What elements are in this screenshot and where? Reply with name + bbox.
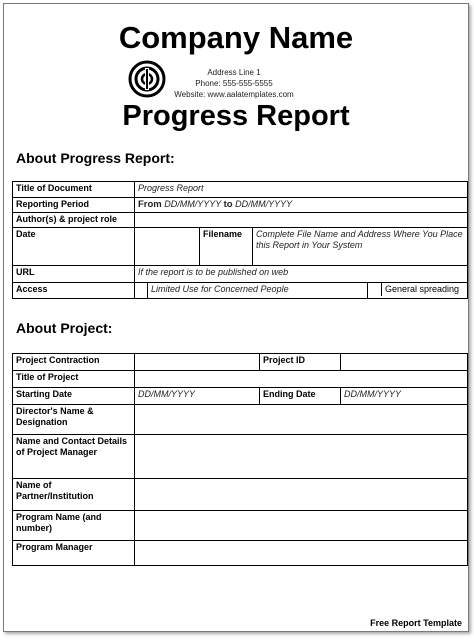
starting-date-label: Starting Date bbox=[13, 388, 135, 405]
director-label: Director's Name & Designation bbox=[13, 405, 135, 435]
access-limited-option: Limited Use for Concerned People bbox=[148, 283, 368, 299]
website-line: Website: www.aalatemplates.com bbox=[174, 90, 294, 99]
manager-contact-field[interactable] bbox=[135, 435, 468, 479]
project-contraction-field[interactable] bbox=[135, 354, 260, 371]
title-of-document-field[interactable]: Progress Report bbox=[135, 182, 468, 198]
ending-date-label: Ending Date bbox=[260, 388, 341, 405]
checkbox-icon[interactable] bbox=[368, 283, 382, 296]
project-id-field[interactable] bbox=[341, 354, 468, 371]
table-row bbox=[13, 511, 468, 541]
partner-label: Name of Partner/Institution bbox=[13, 479, 135, 511]
project-id-label: Project ID bbox=[260, 354, 341, 371]
table-row bbox=[13, 266, 468, 283]
about-project-heading: About Project: bbox=[16, 320, 113, 336]
access-general-option: General spreading bbox=[385, 284, 460, 294]
reporting-period-field[interactable]: From DD/MM/YYYY to DD/MM/YYYY bbox=[135, 198, 468, 213]
starting-date-field[interactable]: DD/MM/YYYY bbox=[135, 388, 260, 405]
title-of-project-label: Title of Project bbox=[13, 371, 135, 388]
ending-date-field[interactable]: DD/MM/YYYY bbox=[341, 388, 468, 405]
project-contraction-label: Project Contraction bbox=[13, 354, 135, 371]
table-row bbox=[13, 435, 468, 479]
reporting-period-label: Reporting Period bbox=[13, 198, 135, 213]
date-field[interactable] bbox=[135, 228, 200, 266]
about-report-heading: About Progress Report: bbox=[16, 150, 175, 166]
table-row bbox=[13, 213, 468, 228]
table-row bbox=[13, 541, 468, 566]
table-row bbox=[13, 182, 468, 198]
access-general-cell bbox=[368, 283, 468, 299]
table-row bbox=[13, 479, 468, 511]
filename-label: Filename bbox=[200, 228, 253, 266]
filename-field[interactable]: Complete File Name and Address Where You Place this Report in Your System bbox=[253, 228, 468, 266]
phone-line: Phone: 555-555-5555 bbox=[195, 79, 273, 88]
program-name-field[interactable] bbox=[135, 511, 468, 541]
access-label: Access bbox=[13, 283, 135, 299]
director-field[interactable] bbox=[135, 405, 468, 435]
manager-contact-label: Name and Contact Details of Project Manager bbox=[13, 435, 135, 479]
authors-field[interactable] bbox=[135, 213, 468, 228]
program-manager-field[interactable] bbox=[135, 541, 468, 566]
title-of-project-field[interactable] bbox=[135, 371, 468, 388]
partner-field[interactable] bbox=[135, 479, 468, 511]
footer-text: Free Report Template bbox=[370, 618, 462, 628]
address-line: Address Line 1 bbox=[207, 68, 261, 77]
date-label: Date bbox=[13, 228, 135, 266]
company-name: Company Name bbox=[118, 20, 354, 55]
about-project-table bbox=[12, 353, 468, 566]
table-row bbox=[13, 198, 468, 213]
title-of-document-label: Title of Document bbox=[13, 182, 135, 198]
url-label: URL bbox=[13, 266, 135, 283]
document-page bbox=[3, 3, 469, 632]
checkbox-icon[interactable] bbox=[135, 283, 148, 299]
authors-label: Author(s) & project role bbox=[13, 213, 135, 228]
table-row bbox=[13, 228, 468, 266]
url-field[interactable]: If the report is to be published on web bbox=[135, 266, 468, 283]
table-row bbox=[13, 388, 468, 405]
report-title: Progress Report bbox=[122, 100, 350, 132]
program-name-label: Program Name (and number) bbox=[13, 511, 135, 541]
table-row bbox=[13, 283, 468, 299]
about-report-table bbox=[12, 181, 468, 299]
contact-block bbox=[154, 67, 314, 100]
table-row bbox=[13, 354, 468, 371]
program-manager-label: Program Manager bbox=[13, 541, 135, 566]
table-row bbox=[13, 405, 468, 435]
table-row bbox=[13, 371, 468, 388]
